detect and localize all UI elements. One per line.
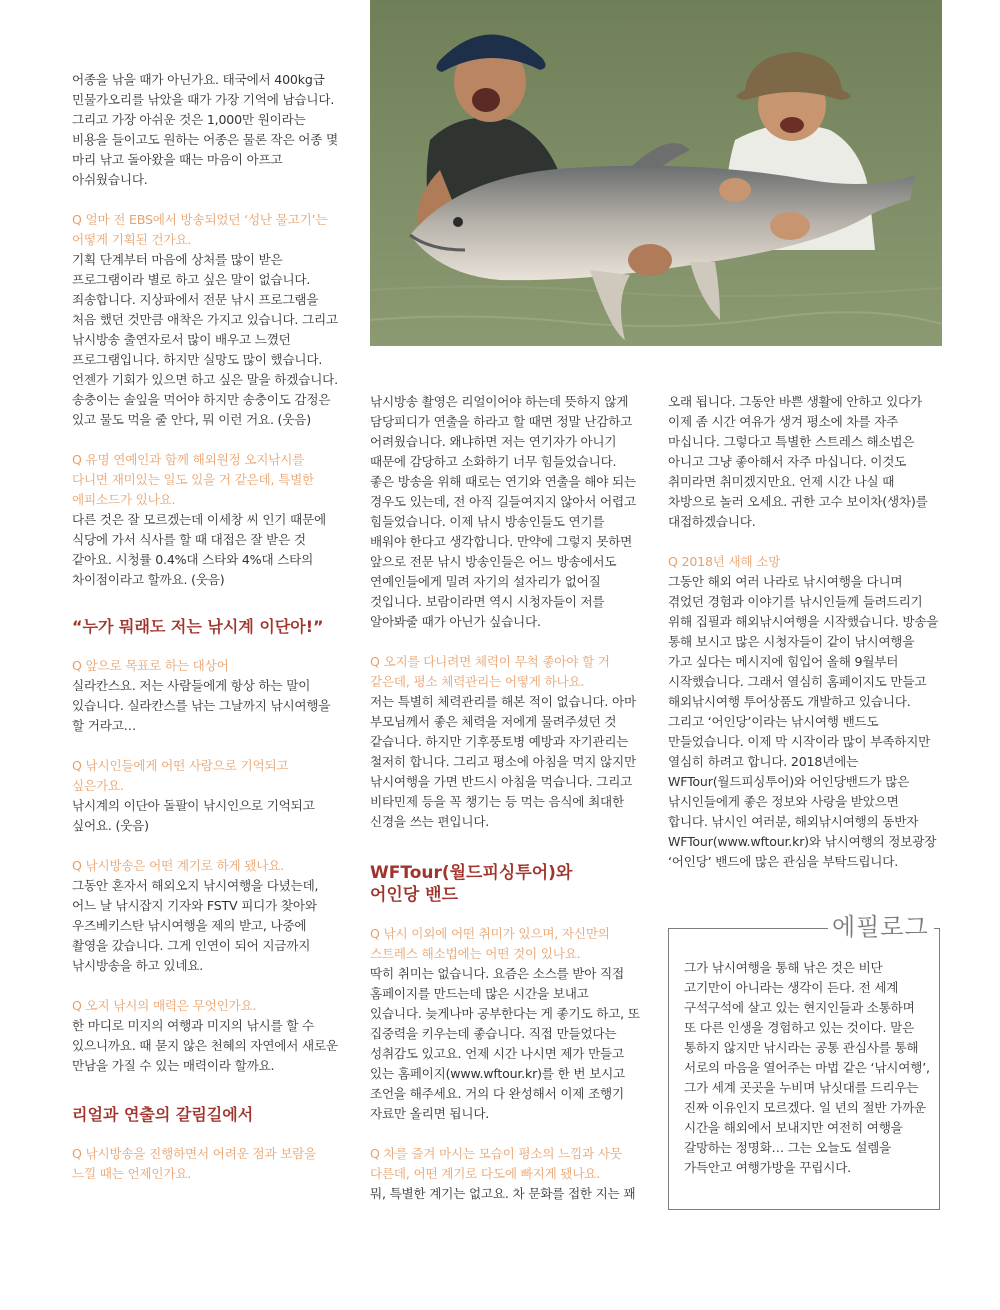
epilogue-border-left (668, 928, 828, 929)
col2-para-3: 딱히 취미는 없습니다. 요즘은 소스를 받아 직접 홈페이지를 만드는데 많은 시간을 보내고 있습니다. 늦게나마 공부한다는 게 좋기도 하고, 또 집중력을 키우는데 좋습니다. 직접 만들었다는 성취감도 있고요. 언제 시간 나시면 제가 만들고 있는 홈페이지(www.wftour.kr)를 한 번 보시고 조언을 해주세요. 거의 다 완성해서 이제 조행기 자료만 올리면 됩니다. (370, 966, 640, 1121)
col1-heading-1: “누가 뭐래도 저는 낚시계 이단아!” (72, 617, 324, 636)
epilogue-border-right (934, 928, 940, 929)
col1-para-3: 다른 것은 잘 모르겠는데 이세창 씨 인기 때문에 식당에 가서 식사를 할 때 대접은 잘 받은 것 같아요. 시청률 0.4%대 스타와 4%대 스타의 차이점이라고 할까요. (웃음) (72, 512, 326, 587)
col1-question-1: Q 얼마 전 EBS에서 방송되었던 ‘성난 물고기’는 어떻게 기획된 건가요. (72, 212, 328, 247)
col1-para-1: 어종을 낚을 때가 아닌가요. 태국에서 400kg급 민물가오리를 낚았을 때가 가장 기억에 남습니다. 그리고 가장 아쉬운 것은 1,000만 원이라는 비용을 들이고도 원하는 어종은 물론 작은 어종 몇 마리 낚고 돌아왔을 때는 마음이 아프고 아쉬웠습니다. (72, 72, 338, 187)
col2-para-2: 저는 특별히 체력관리를 해본 적이 없습니다. 아마 부모님께서 좋은 체력을 저에게 물려주셨던 것 같습니다. 하지만 기후풍토병 예방과 자기관리는 철저히 합니다. 그리고 평소에 아침을 먹지 않지만 낚시여행을 가면 반드시 아침을 먹습니다. 그리고 비타민제 등을 꼭 챙기는 등 먹는 음식에 최대한 신경을 쓰는 편입니다. (370, 694, 636, 829)
col2-para-4: 뭐, 특별한 계기는 없고요. 차 문화를 접한 지는 꽤 (370, 1186, 636, 1201)
col2-para-1: 낚시방송 촬영은 리얼이어야 하는데 뜻하지 않게 담당피디가 연출을 하라고 할 때면 정말 난감하고 어려웠습니다. 왜냐하면 저는 연기자가 아니기 때문에 감당하고 소화하기 너무 힘들었습니다. 좋은 방송을 위해 때로는 연기와 연출을 해야 되는 경우도 있는데, 전 아직 길들여지지 않아서 어렵고 힘들었습니다. 이제 낚시 방송인들도 연기를 배워야 한다고 생각합니다. 만약에 그렇지 못하면 앞으로 전문 낚시 방송인들은 어느 방송에서도 연예인들에게 밀려 자기의 설자리가 없어질 것입니다. 보람이라면 역시 시청자들이 저를 알아봐줄 때가 아닌가 싶습니다. (370, 394, 636, 629)
col1-heading-2: 리얼과 연출의 갈림길에서 (72, 1105, 254, 1124)
col2-question-3: Q 차를 즐겨 마시는 모습이 평소의 느낌과 사뭇 다른데, 어떤 계기로 다도에 빠지게 됐나요. (370, 1146, 622, 1181)
column-3 (668, 392, 940, 872)
col2-question-2: Q 낚시 이외에 어떤 취미가 있으며, 자신만의 스트레스 해소법에는 어떤 것이 있나요. (370, 926, 610, 961)
col1-question-3: Q 앞으로 목표로 하는 대상어 (72, 658, 229, 673)
col3-para-2: 그동안 해외 여러 나라로 낚시여행을 다니며 겪었던 경험과 이야기를 낚시인들께 들려드리기 위해 집필과 해외낚시여행을 시작했습니다. 방송을 통해 보시고 많은 시청자들이 같이 낚시여행을 가고 싶다는 메시지에 힘입어 올해 9월부터 시작했습니다. 그래서 열심히 홈페이지도 만들고 해외낚시여행 투어상품도 개발하고 있습니다. 그리고 ‘어인당’이라는 낚시여행 밴드도 만들었습니다. 이제 막 시작이라 많이 부족하지만 열심히 하려고 합니다. 2018년에는 WFTour(월드피싱투어)와 어인당밴드가 많은 낚시인들에게 좋은 정보와 사랑을 받았으면 합니다. 낚시인 여러분, 해외낚시여행의 동반자 WFTour(www.wftour.kr)와 낚시여행의 정보광장 ‘어인당’ 밴드에 많은 관심을 부탁드립니다. (668, 574, 939, 869)
col1-question-5: Q 낚시방송은 어떤 계기로 하게 됐나요. (72, 858, 285, 873)
col3-para-1: 오래 됩니다. 그동안 바쁜 생활에 안하고 있다가 이제 좀 시간 여유가 생겨 평소에 차를 자주 마십니다. 그렇다고 특별한 스트레스 해소법은 아니고 그냥 좋아해서 자주 마십니다. 이것도 취미라면 취미겠지만요. 언제 시간 나실 때 차방으로 놀러 오세요. 귀한 고수 보이차(생차)를 대접하겠습니다. (668, 394, 928, 529)
col1-para-4: 실라칸스요. 저는 사람들에게 항상 하는 말이 있습니다. 실라칸스를 낚는 그날까지 낚시여행을 할 거라고… (72, 678, 331, 733)
epilogue-text: 그가 낚시여행을 통해 낚은 것은 비단 고기만이 아니라는 생각이 든다. 전 세계 구석구석에 살고 있는 현지인들과 소통하며 또 다른 인생을 경험하고 있는 것이다. 말은 통하지 않지만 낚시라는 공통 관심사를 통해 서로의 마음을 열어주는 마법 같은 ‘낚시여행’, 그가 세계 곳곳을 누비며 낚싯대를 드리우는 진짜 이유인지 모르겠다. 일 년의 절반 가까운 시간을 해외에서 보내지만 여전히 여행을 갈망하는 정명화… 그는 오늘도 설렘을 가득안고 여행가방을 꾸립시다. (684, 960, 930, 1175)
col2-heading-1: WFTour(월드피싱투어)와 어인당 밴드 (370, 863, 573, 905)
col1-question-7: Q 낚시방송을 진행하면서 어려운 점과 보람을 느낄 때는 언제인가요. (72, 1146, 317, 1181)
epilogue-title: 에필로그 (832, 913, 929, 941)
column-1 (72, 70, 342, 1184)
col1-question-4: Q 낚시인들에게 어떤 사람으로 기억되고 싶은가요. (72, 758, 289, 793)
col1-para-5: 낚시계의 이단아 돌팔이 낚시인으로 기억되고 싶어요. (웃음) (72, 798, 315, 833)
photo-illustration (370, 0, 942, 346)
column-2 (370, 392, 642, 1204)
col1-para-6: 그동안 혼자서 해외오지 낚시여행을 다녔는데, 어느 날 낚시잡지 기자와 FSTV 피디가 찾아와 우즈베키스탄 낚시여행을 제의 받고, 나중에 촬영을 갔습니다. 그게 인연이 되어 지금까지 낚시방송을 하고 있네요. (72, 878, 319, 973)
col1-para-2: 기획 단계부터 마음에 상처를 많이 받은 프로그램이라 별로 하고 싶은 말이 없습니다. 죄송합니다. 지상파에서 전문 낚시 프로그램을 처음 했던 것만큼 애착은 가지고 있습니다. 그리고 낚시방송 출연자로서 많이 배우고 느꼈던 프로그램입니다. 하지만 실망도 많이 했습니다. 언젠가 기회가 있으면 하고 싶은 말을 하겠습니다. 송충이는 솔잎을 먹어야 하지만 송충이도 감정은 있고 물도 먹을 줄 안다, 뭐 이런 거요. (웃음) (72, 252, 338, 427)
col1-question-2: Q 유명 연예인과 함께 해외원정 오지낚시를 다니면 재미있는 일도 있을 거 같은데, 특별한 에피소드가 있나요. (72, 452, 315, 507)
col3-question-1: Q 2018년 새해 소망 (668, 554, 781, 569)
epilogue-text-wrap (684, 958, 930, 1178)
photo-anglers-with-giant-catfish (370, 0, 942, 346)
col1-question-6: Q 오지 낚시의 매력은 무엇인가요. (72, 998, 257, 1013)
col2-question-1: Q 오지를 다니려면 체력이 무척 좋아야 할 거 같은데, 평소 체력관리는 어떻게 하나요. (370, 654, 610, 689)
col1-para-7: 한 마디로 미지의 여행과 미지의 낚시를 할 수 있으니까요. 때 묻지 않은 천혜의 자연에서 새로운 만남을 가질 수 있는 매력이라 할까요. (72, 1018, 338, 1073)
